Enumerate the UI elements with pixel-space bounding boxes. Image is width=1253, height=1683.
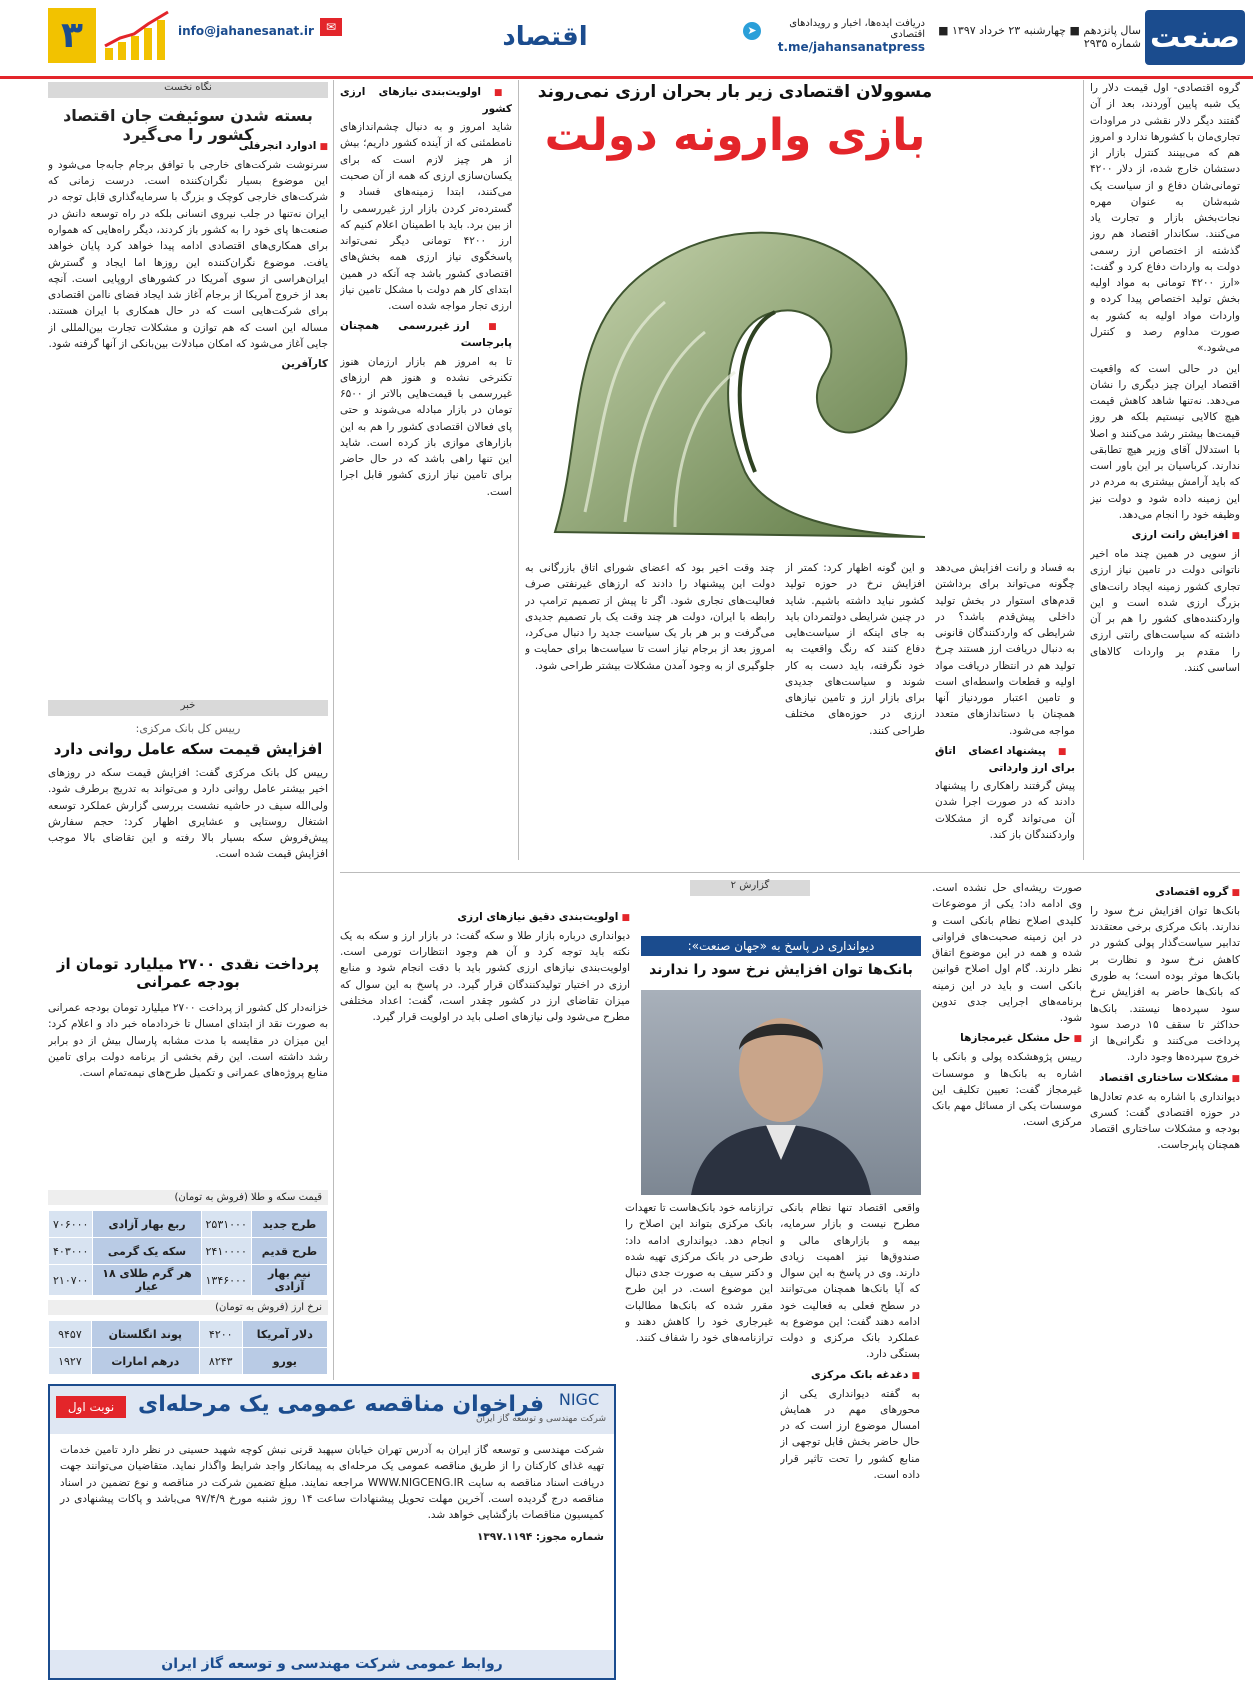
tender-advertisement [48, 1384, 616, 1680]
channel-text: دریافت ایده‌ها، اخبار و رویدادهای اقتصادی [789, 18, 925, 40]
ad-header [50, 1386, 614, 1434]
report-col-c-subhead: ■ دغدغه بانک مرکزی [780, 1367, 920, 1384]
table-cell: ۴۲۰۰ [199, 1321, 242, 1348]
report-col-e-text: دیوانداری درباره بازار طلا و سکه گفت: در بازار ارز و سکه به یک نکته باید توجه کرد و آن هم وجود انتظارات تورمی است. اولویت‌بندی نیازهای ارزی کشور باید با دقت انجام شود و منابع ارزی در اختیار تولیدکنندگان قرار گیرد. در پاسخ به این سوال که میزان تقاضای ارز در کشور چقدر است، گفت: اعداد مختلفی مطرح می‌شود ولی نیازهای اصلی باید در اولویت قرار گیرد. [340, 929, 630, 1024]
ad-text: شرکت مهندسی و توسعه گاز ایران به آدرس تهران خیابان سپهبد قرنی نبش کوچه شهید حسینی در نظر دارد تامین خدمات تهیه غذای کارکنان را از طریق مناقصه عمومی یک مرحله‌ای به پیمانکار واجد شرایط واگذار نماید. متقاضیان می‌توانند جهت دریافت اسناد مناقصه به سایت WWW.NIGCENG.IR مراجعه نمایند. مبلغ تضمین شرکت در مناقصه و نوع تضمین در اسناد مناقصه درج گردیده است. آخرین مهلت تحویل پیشنهادات ساعت ۱۴ روز شنبه مورخ ۹۷/۴/۹ می‌باشد و پاکات پیشنهادی در کمیسیون مناقصات بازگشایی خواهد شد. [60, 1444, 604, 1522]
report-col-a-subhead: ■ مشکلات ساختاری اقتصاد [1090, 1070, 1240, 1087]
report-col-b-text: صورت ریشه‌ای حل نشده است. وی ادامه داد: یکی از موضوعات کلیدی اصلاح نظام بانکی است و در این زمینه صحبت‌های فراوانی شده و همه در این موضوع اتفاق نظر دارند. گام اول اصلاح قوانین بانکی است و باید در این زمینه برنامه‌های اجرایی جدی تدوین شود. [932, 882, 1082, 1025]
table-row [49, 1265, 328, 1296]
table-cell: هر گرم طلای ۱۸ عیار [93, 1265, 201, 1296]
coin-kicker: رییس کل بانک مرکزی: [135, 722, 241, 735]
table-cell: ۸۲۴۳ [199, 1348, 242, 1375]
page-number: ۳ [48, 8, 96, 63]
lead-col1-intro: گروه اقتصادی- اول قیمت دلار را یک شبه پایین آوردند، بعد از آن گفتند دیگر دلار نقشی در مراودات تجاری‌مان با کشورها ندارد و امروز هم که می‌بینند کنترل بازار از دستشان خارج شده، از دلار ۴۲۰۰ تومانی‌شان دفاع و از سیاست یک شبه‌شان به عنوان مهره نجات‌بخش بازار و تجارت یاد می‌کنند. سکاندار اقتصاد هم روز گذشته از اختصاص ارز رسمی دولت به واردات دفاع کرد و گفت: «ارز ۴۲۰۰ تومانی به مواد اولیه بخش تولید اختصاص پیدا کرده و واردات مواد اولیه به کشور به صورت مداوم رصد و کنترل می‌شود.» [1090, 82, 1240, 355]
report-col-b-end: رییس پژوهشکده پولی و بانکی با اشاره به بانک‌ها و موسسات غیرمجاز گفت: تعیین تکلیف این موسسات یکی از مسائل مهم بانک مرکزی است. [932, 1051, 1082, 1129]
table-cell: پوند انگلستان [91, 1321, 199, 1348]
swift-article-title: بسته شدن سوئیفت جان اقتصاد کشور را می‌گیرد [63, 106, 313, 144]
gold-table-title: قیمت سکه و طلا (فروش به تومان) [48, 1190, 328, 1205]
lead-col2-text: به فساد و رانت افزایش می‌دهد چگونه می‌تواند برای برداشتن قدم‌های استوار در بخش تولید داخلی پیش‌قدم باشد؟ در شرایطی که واردکنندگان قانونی به دنبال دریافت ارز هستند چرخ تولید هم در انتظار دریافت مواد اولیه و قطعات واسطه‌ای است و تامین اعتبار موردنیاز آنها همچنان با دستاندازهای متعدد مواجه می‌شود. [935, 562, 1075, 737]
table-cell: ۱۳۴۶۰۰۰ [201, 1265, 251, 1296]
col5-text-1: شاید امروز و به دنبال چشم‌اندازهای نامطمئنی که از آینده کشور داریم؛ بیش از هر چیز لازم است که برای یکسان‌سازی ارزی که همه از آن صحبت می‌کنند، ابتدا زمینه‌های فساد و گسترده‌تر کردن بازار ارز غیررسمی را از بین برد. باید با اطمینان اعلام کنیم که ارز ۴۲۰۰ تومانی دیگر نمی‌تواند پاسخگوی نیاز ارزی همه بخش‌های اقتصادی کشور باشد چه آنکه در همین ابتدای کار هم دولت با مشکل تامین نیاز ارزی تجار مواجه شده است. [340, 121, 512, 313]
report-column-c [780, 1200, 920, 1670]
ad-organization: شرکت مهندسی و توسعه گاز ایران [475, 1414, 606, 1424]
report-column-e [340, 905, 630, 1375]
report-tag: گزارش ۲ [690, 880, 810, 896]
lead-column-1 [1090, 80, 1240, 860]
telegram-channel[interactable] [765, 18, 925, 54]
report-column-d [625, 1200, 773, 1670]
lead-col1-end: از سویی در همین چند ماه اخیر ناتوانی دولت در تامین نیاز ارزی تجاری کشور زمینه ایجاد رانت‌های بزرگ ارزی شده است و این واردکننده‌های کشور را هم بر آن داشته که سیاست‌های رانتی ارزی را مقدم بر واردات کالاهای اساسی کنند. [1090, 548, 1240, 674]
masthead [0, 0, 1253, 79]
table-cell: ۴۰۳۰۰۰ [49, 1238, 93, 1265]
email-address[interactable]: info@jahanesanat.ir [178, 24, 314, 38]
gold-price-table [48, 1210, 328, 1296]
table-row [49, 1321, 328, 1348]
table-cell: ۲۱۰۷۰۰ [49, 1265, 93, 1296]
report-col-c-end: به گفته دیوانداری یکی از محورهای مهم در همایش امسال موضوع ارز است که در حال حاضر بخش قابل توجهی از منابع کشور را تحت تاثیر قرار داده است. [780, 1387, 920, 1481]
lead-column-2 [935, 560, 1075, 860]
ad-body [60, 1442, 604, 1546]
table-cell: ربع بهار آزادی [93, 1211, 201, 1238]
lead-col2-subhead: ■ پیشنهاد اعضای اتاق برای ارز وارداتی [935, 743, 1075, 776]
col5-subhead-1: ■ اولویت‌بندی نیازهای ارزی کشور [340, 84, 512, 117]
budget-body [48, 1000, 328, 1185]
table-row [49, 1348, 328, 1375]
report-col-d-text: ترازنامه خود بانک‌هاست تا تعهدات بانک مرکزی بتواند این اصلاح را انجام دهد. دیوانداری ادامه داد: طرحی در بانک مرکزی تهیه شده و دکتر سیف به صورت جدی دنبال این موضوع است. در این طرح مقرر شده که بانک‌ها مطالبات غیرجاری خود را کاهش دهند و ترازنامه‌های خود را شفاف کنند. [625, 1202, 773, 1345]
table-cell: طرح قدیم [251, 1238, 327, 1265]
telegram-icon: ➤ [743, 22, 761, 40]
money-wave-illustration [525, 182, 945, 552]
table-cell: ۹۴۵۷ [49, 1321, 92, 1348]
ad-title: فراخوان مناقصه عمومی یک مرحله‌ای [138, 1392, 544, 1417]
lead-kicker: مسوولان اقتصادی زیر بار بحران ارزی نمی‌روند [537, 82, 933, 102]
lead-column-3 [785, 560, 925, 860]
coin-title: افزایش قیمت سکه عامل روانی دارد [53, 740, 323, 758]
table-row [49, 1238, 328, 1265]
swift-article-text: سرنوشت شرکت‌های خارجی با توافق برجام جابه‌جا می‌شود و این موضوع بسیار نگران‌کننده است. درست زمانی که شرکت‌های خارجی کوچک و بزرگ با سرمایه‌گذاری قابل توجه در ایران نه‌تنها در جلب نیروی انسانی بلکه در راه توسعه دانش در صنعت‌ها پای خود را به کشور باز کردند، دیگر راه‌هایی که همواره برای همکاری‌های اقتصادی ادامه پیدا خواهد کرد پایان خواهد یافت. موضوع نگران‌کننده این روزها اما ایجاد و گسترش ایران‌هراسی از سوی آمریکا در کشورهای اروپایی است. آنچه بعد از خروج آمریکا از برجام آغاز شد ایجاد فضای ناامن اقتصادی برای شرکت‌هایی است که در حال همکاری با ایران هستند. مساله این است که هم توازن و مشکلات تجارت بین‌المللی از جایی آغاز می‌شود که امکان مبادلات بین‌بانکی از آنها گرفته شود. [48, 158, 328, 350]
table-cell: دلار آمریکا [242, 1321, 327, 1348]
divider [1083, 80, 1084, 860]
report-column-b [932, 880, 1082, 1670]
swift-article-sign: کارآفرین [281, 358, 328, 371]
mail-icon: ✉ [320, 18, 342, 36]
col5-text-2: تا به امروز هم بازار ارزمان هنوز تکنرخی نشده و هنوز هم ارزهای غیررسمی با قیمت‌هایی بالاتر از ۶۵۰۰ تومان در بازار مبادله می‌شوند و حتی پای فعالان اقتصادی کشور را هم به این بازارهای موازی باز کرده است. شاید این تنها راهی باشد که در حال حاضر برای تامین نیاز ارزی کشور قابل اجرا است. [340, 355, 512, 498]
ad-code: شماره مجوز: ۱۳۹۷.۱۱۹۴ [476, 1531, 604, 1544]
report-banner: دیوانداری در پاسخ به «جهان صنعت»: [641, 936, 921, 956]
table-cell: نیم بهار آزادی [251, 1265, 327, 1296]
fx-rate-table [48, 1320, 328, 1375]
ad-footer: روابط عمومی شرکت مهندسی و توسعه گاز ایران [50, 1650, 614, 1678]
table-cell: درهم امارات [91, 1348, 199, 1375]
lead-col4-text: چند وقت اخیر بود که اعضای شورای اتاق بازرگانی به دولت این پیشنهاد را دادند که ارزهای غیرنفتی صرف فعالیت‌های تجاری شود. اگر تا پیش از تصمیم ترامپ در رابطه با ایران، دولت هر چند وقت یک بار تصمیم جدیدی می‌گرفت و بر هر بار یک سیاست جدید را دنبال می‌کرد، امروز بعد از برجام نیاز است تا سیاست‌ها برای حمایت و جلوگیری از به وجود آمدن مشکلات بیشتر طراحی شود. [525, 562, 775, 672]
report-col-c-text: واقعی اقتصاد تنها نظام بانکی مطرح نیست و بازار سرمایه، بیمه و بازارهای مالی و صندوق‌ها نیز اهمیت زیادی دارند. وی در پاسخ به این سوال که آیا بانک‌ها همچنان می‌توانند در سطح فعلی به فعالیت خود ادامه دهند گفت: این موضوع به عملکرد بانک مرکزی و دولت بستگی دارد. [780, 1202, 920, 1361]
budget-text: خزانه‌دار کل کشور از پرداخت ۲۷۰۰ میلیارد تومان بودجه عمرانی به صورت نقد از ابتدای امسال تا خرداد‌ماه خبر داد و اعلام کرد: این میزان در مقایسه با مدت مشابه پارسال بیش از دو برابر رشد داشته است. این رقم بخشی از برنامه دولت برای تامین منابع پروژه‌های عمرانی و تکمیل طرح‌های نیمه‌تمام است. [48, 1002, 328, 1080]
col5-subhead-2: ■ ارز غیررسمی همچنان پابرجاست [340, 318, 512, 351]
newspaper-logo: صنعت [1145, 10, 1245, 65]
report-col-b-subhead: ■ حل مشکل غیرمجازها [932, 1030, 1082, 1047]
table-row [49, 1211, 328, 1238]
swift-article-body [48, 134, 328, 694]
lead-col2-end: پیش گرفتند راهکاری را پیشنهاد دادند که در صورت اجرا شدن آن می‌تواند گره از مشکلات واردکنندگان باز کند. [935, 780, 1075, 841]
coin-text: رییس کل بانک مرکزی گفت: افزایش قیمت سکه در روزهای اخیر بیشتر عامل روانی دارد و می‌تواند به تدریج برطرف شود. ولی‌الله سیف در حاشیه نشست بررسی گزارش عملکرد توسعه اشتغال روستایی و عشایری اظهار کرد: حجم سفارش پیش‌فروش سکه بسیار بالا رفته و این تقاضای بالا موجب افزایش قیمت شده است. [48, 767, 328, 861]
report-title: بانک‌ها توان افزایش نرخ سود را ندارند [649, 962, 913, 978]
ad-round-badge: نوبت اول [56, 1396, 126, 1418]
lead-column-4 [525, 560, 775, 860]
table-cell: ۲۵۳۱۰۰۰ [201, 1211, 251, 1238]
portrait-image [641, 990, 921, 1195]
interviewee-photo [641, 990, 921, 1195]
report-col-a-end: دیوانداری با اشاره به عدم تعادل‌ها در حوزه اقتصادی گفت: کسری بودجه و مشکلات ساختاری اقتصاد همچنان پابرجاست. [1090, 1090, 1240, 1152]
divider [340, 872, 1240, 873]
fx-table-title: نرخ ارز (فروش به تومان) [48, 1300, 328, 1315]
section-title: اقتصاد [502, 22, 588, 52]
lead-col1-subhead: ■ افزایش رانت ارزی [1090, 527, 1240, 544]
report-column-a [1090, 880, 1240, 1380]
lead-col1-more: این در حالی است که واقعیت اقتصاد ایران چیز دیگری را نشان می‌دهد. نه‌تنها شاهد کاهش قیمت هیچ کالایی نیستیم بلکه هر روز قیمت‌ها بیشتر رشد می‌کنند و اصلا با استدلال آقای وزیر هیچ تطابقی ندارند. کرباسیان بر این باور است که باید آرامش بیشتری به مردم در این زمینه داده شود و دولت نیز وظیفه خود را انجام می‌دهد. [1090, 362, 1240, 521]
table-cell: ۱۹۲۷ [49, 1348, 92, 1375]
lead-headline: بازی وارونه دولت [544, 110, 926, 161]
issue-meta: سال پانزدهم ■ چهارشنبه ۲۳ خرداد ۱۳۹۷ ■ شماره ۲۹۳۵ [938, 24, 1141, 50]
swift-article-byline: ■ ادوارد انجرفلی [48, 138, 328, 155]
divider [518, 80, 519, 860]
news-tag: خبر [48, 700, 328, 716]
rising-chart-icon [100, 8, 175, 63]
coin-body [48, 765, 328, 925]
table-cell: ۲۴۱۰۰۰۰ [201, 1238, 251, 1265]
channel-link[interactable]: t.me/jahansanatpress [777, 40, 925, 54]
table-cell: ۷۰۶۰۰۰ [49, 1211, 93, 1238]
report-col-e-subhead: ■ اولویت‌بندی دقیق نیازهای ارزی [340, 909, 630, 926]
report-col-a-text: بانک‌ها توان افزایش نرخ سود را ندارند. بانک مرکزی برخی معتقدند تدابیر سیاست‌گذار پولی کشور در کاهش نرخ سود و نظارت بر بانک‌ها موثر بوده است؛ به طوری که بانک‌ها حاضر به افزایش نرخ سود سپرده‌ها نیستند. بانک‌ها حداکثر تا سقف ۱۵ درصد سود پرداخت می‌کنند و نگرانی‌ها از خروج سپرده‌ها وجود دارد. [1090, 904, 1240, 1064]
report-col-a-head: ■ گروه اقتصادی [1090, 884, 1240, 901]
table-cell: سکه یک گرمی [93, 1238, 201, 1265]
lead-col3-text: و این گونه اظهار کرد: کمتر از افزایش نرخ در حوزه تولید کشور نباید داشته باشیم. شاید در چنین شرایطی دولتمردان باید به جای اینکه از سیاست‌هایی دفاع کنند که رنگ واقعیت به خود نگرفته، باید دست به کار شوند و سیاست‌های جدیدی برای بازار ارز و تامین نیازهای ارزی در حوزه‌های مختلف طراحی کنند. [785, 562, 925, 737]
budget-title: پرداخت نقدی ۲۷۰۰ میلیارد تومان از بودجه عمرانی [56, 955, 320, 991]
divider [333, 80, 334, 1380]
table-cell: طرح جدید [251, 1211, 327, 1238]
table-cell: یورو [242, 1348, 327, 1375]
first-look-tag: نگاه نخست [48, 82, 328, 98]
forex-priority-column [340, 80, 512, 860]
gas-company-logo: NIGC [558, 1390, 600, 1409]
